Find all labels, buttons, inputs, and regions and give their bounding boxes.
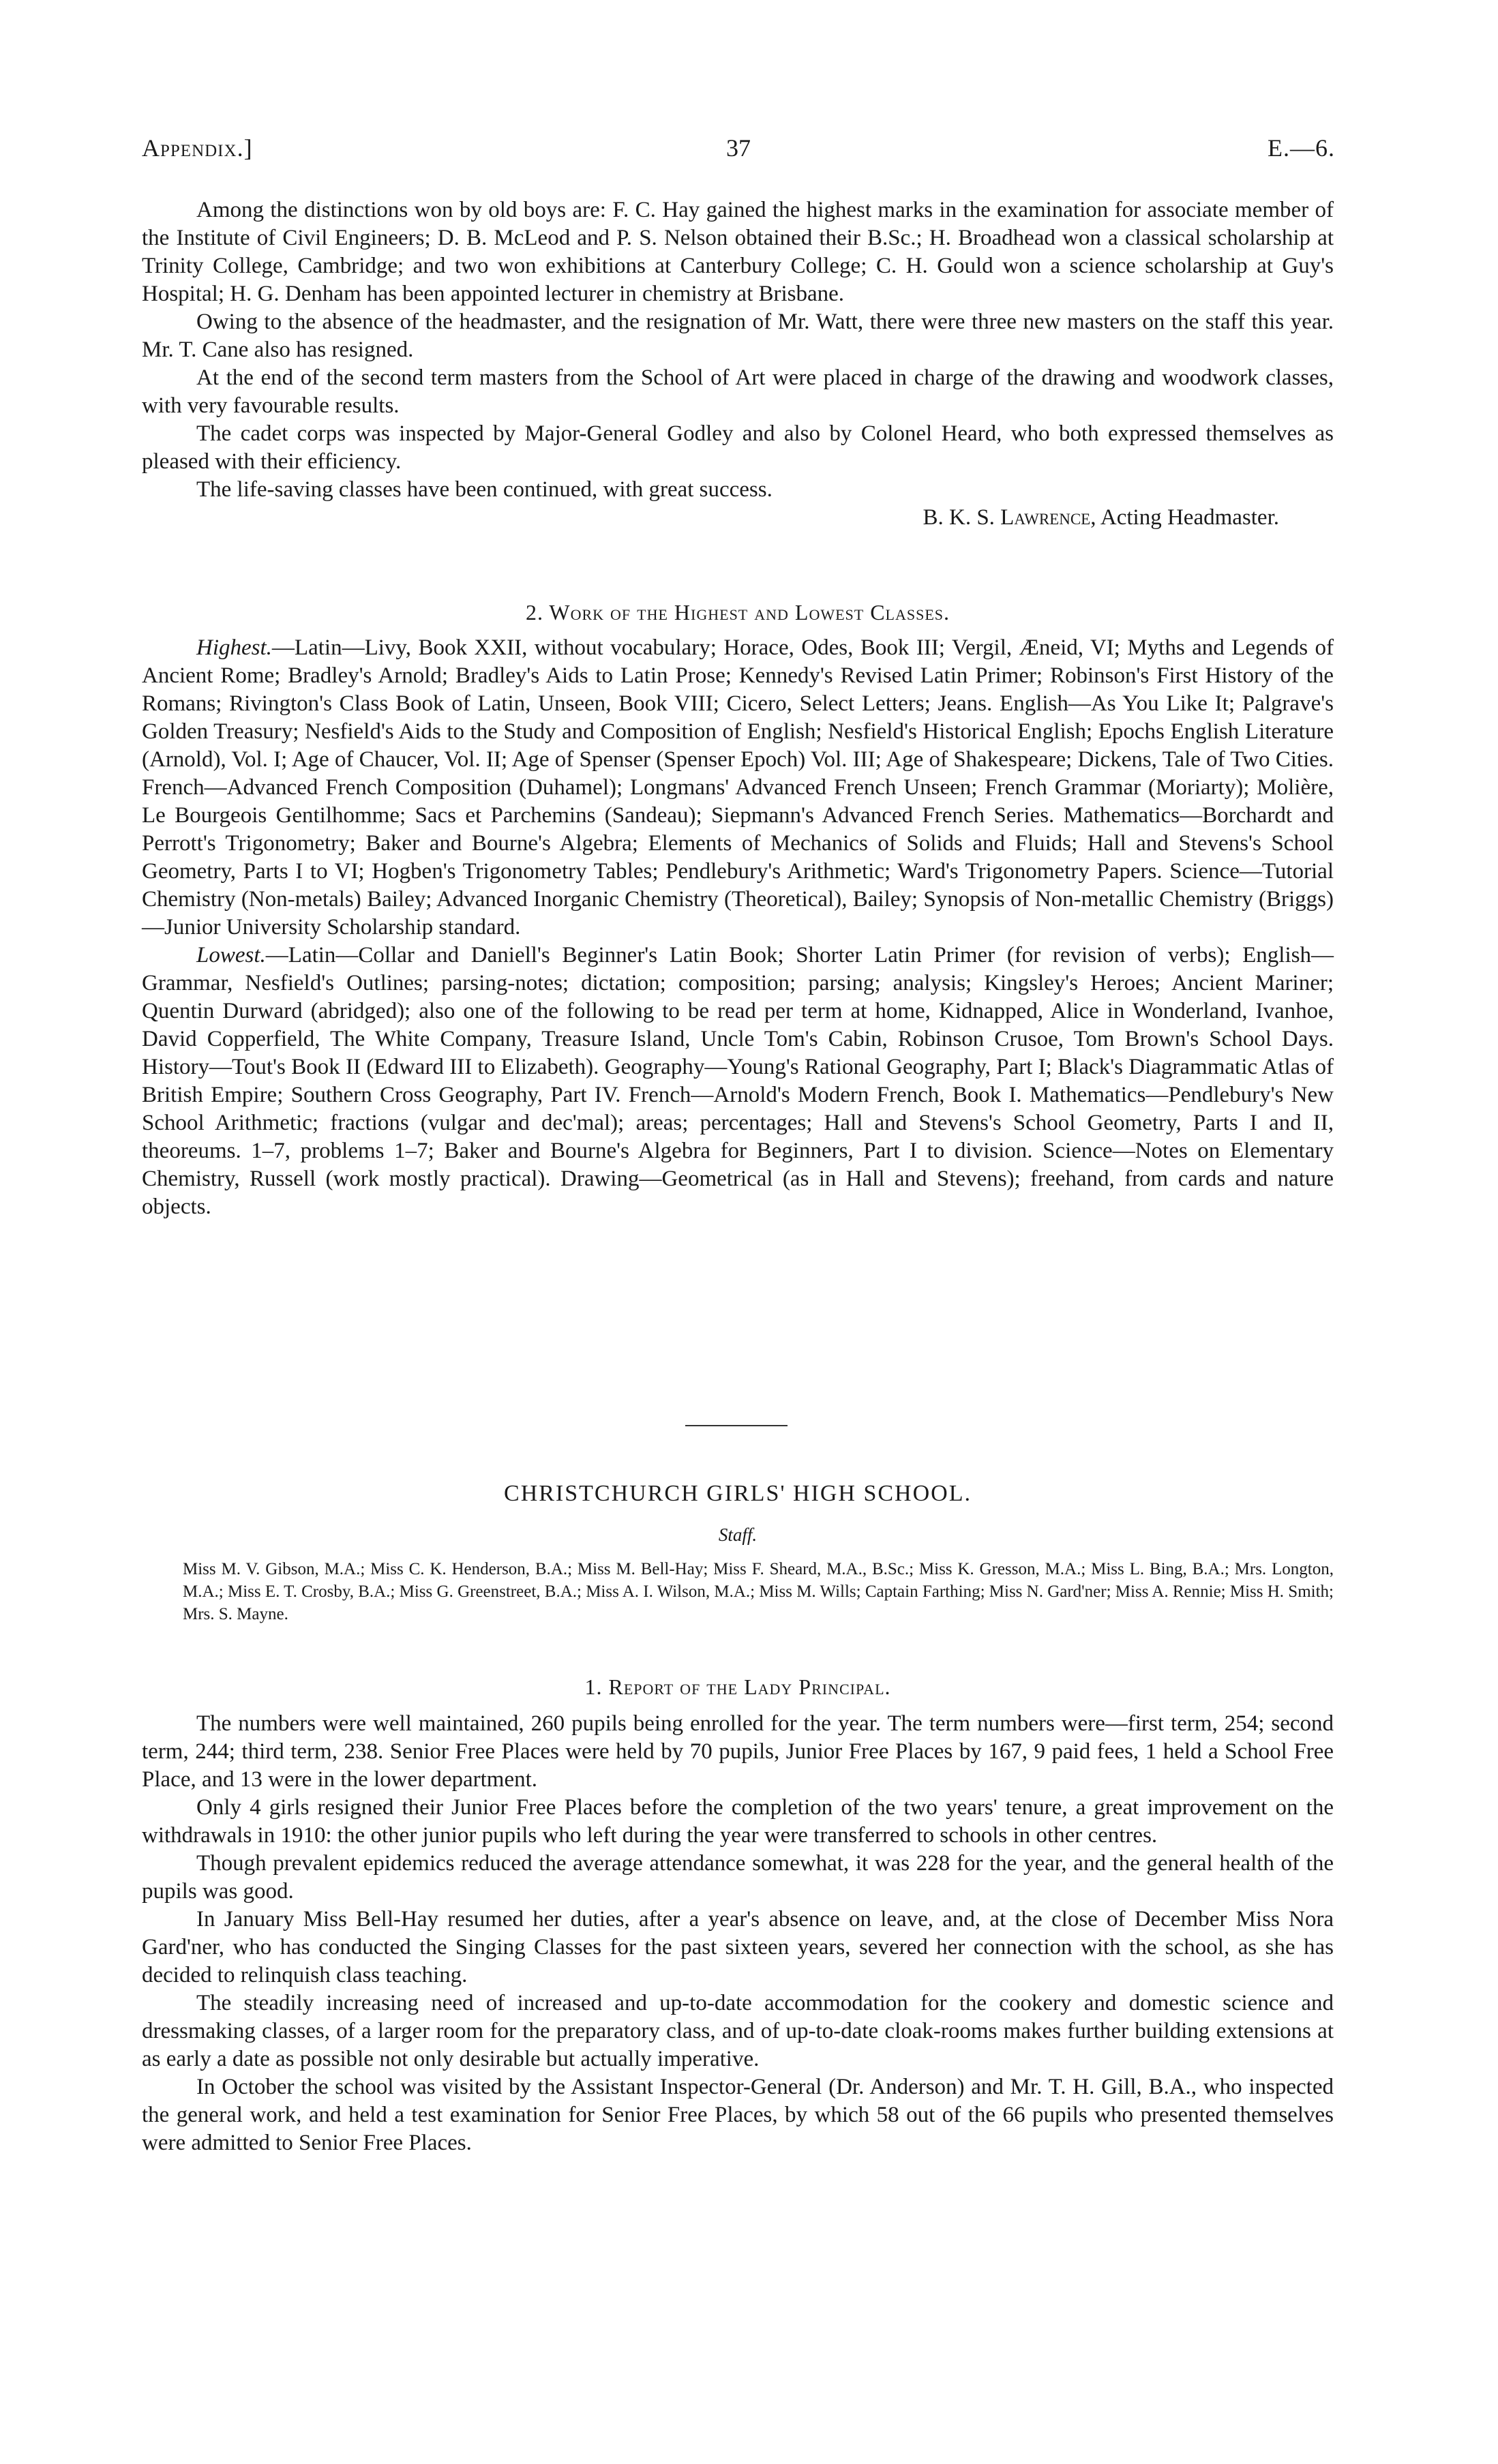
paragraph-staff-changes: Owing to the absence of the headmaster, and the resignation of Mr. Watt, there were three new masters on the staff this year. Mr. T. Cane also has resigned. (142, 310, 1334, 362)
lowest-label: Lowest. (196, 943, 266, 967)
highest-label: Highest. (196, 635, 272, 660)
highest-text: —Latin—Livy, Book XXII, without vocabulary; Horace, Odes, Book III; Vergil, Æneid, VI; Myths and Legends of Ancient Rome; Bradley's Arnold; Bradley's Aids to Latin Prose; Kennedy's Revised Latin Primer; Robinson's First History of the Romans; Rivington's Class Book of Latin, Unseen, Book VIII; Cicero, Select Letters; Jeans. English—As You Like It; Palgrave's Golden Treasury; Nesfield's Aids to the Study and Composition of English; Nesfield's Historical English; Epochs English Literature (Arnold), Vol. I; Age of Chaucer, Vol. II; Age of Spenser (Spenser Epoch) Vol. III; Age of Shakespeare; Dickens, Tale of Two Cities. French—Advanced French Composition (Duhamel); Longmans' Advanced French Unseen; French Grammar (Moriarty); Molière, Le Bourgeois Gentilhomme; Sacs et Parchemins (Sandeau); Siepmann's Advanced French Series. Mathematics—Borchardt and Perrott's Trigonometry; Baker and Bourne's Algebra; Elements of Mechanics of Solids and Fluids; Hall and Stevens's School Geometry, Parts I to VI; Hogben's Trigonometry Tables; Pendlebury's Arithmetic; Ward's Trigonometry Papers. Science—Tutorial Chemistry (Non-metals) Bailey; Advanced Inorganic Chemistry (Theoretical), Bailey; Synopsis of Non-metallic Chemistry (Briggs)—Junior University Scholarship standard. (142, 635, 1334, 940)
lowest-classes-paragraph (142, 942, 1334, 1221)
staff-heading: Staff. (718, 1524, 758, 1545)
work-of-classes (142, 634, 1334, 1221)
paragraph-accommodation: The steadily increasing need of increased and up-to-date accommodation for the cookery and domestic science and dressmaking classes, of a larger room for the preparatory class, and of up-to-date cloak-rooms makes further building extensions at as early a date as possible not only desirable but actually imperative. (142, 1991, 1334, 2071)
highest-classes-paragraph (142, 634, 1334, 942)
signature (142, 504, 1279, 532)
section-divider (685, 1425, 788, 1426)
lowest-text: —Latin—Collar and Daniell's Beginner's Latin Book; Shorter Latin Primer (for revision of verbs); English—Grammar, Nesfield's Outlines; parsing-notes; dictation; composition; parsing; analysis; Kingsley's Heroes; Ancient Mariner; Quentin Durward (abridged); also one of the following to be read per term at home, Kidnapped, Alice in Wonderland, Ivanhoe, David Copperfield, The White Company, Treasure Island, Uncle Tom's Cabin, Robinson Crusoe, Tom Brown's School Days. History—Tout's Book II (Edward III to Elizabeth). Geography—Young's Rational Geography, Part I; Black's Diagrammatic Atlas of British Empire; Southern Cross Geography, Part IV. French—Arnold's Modern French, Book I. Mathematics—Pendlebury's New School Arithmetic; fractions (vulgar and dec'mal); areas; percentages; Hall and Stevens's School Geometry, Parts I and II, theoreums. 1–7, problems 1–7; Baker and Bourne's Algebra for Beginners, Part I to division. Science—Notes on Elementary Chemistry, Russell (work mostly practical). Drawing—Geometrical (as in Hall and Stevens); freehand, from cards and nature objects. (142, 943, 1334, 1219)
signature-name: B. K. S. Lawrence, (923, 505, 1096, 530)
header-document-code: E.—6. (1268, 134, 1335, 162)
paragraph-cadet-corps: The cadet corps was inspected by Major-General Godley and also by Colonel Heard, who both expressed themselves as pleased with their efficiency. (142, 421, 1334, 474)
paragraph-numbers: The numbers were well maintained, 260 pupils being enrolled for the year. The term numbers were—first term, 254; second term, 244; third term, 238. Senior Free Places were held by 70 pupils, Junior Free Places by 167, 9 paid fees, 1 held a School Free Place, and 13 were in the lower department. (142, 1711, 1334, 1792)
signature-title: Acting Headmaster. (1100, 505, 1279, 530)
boys-school-report-end (142, 196, 1334, 532)
section-heading-work: 2. Work of the Highest and Lowest Classes. (525, 600, 950, 625)
paragraph-attendance: Though prevalent epidemics reduced the average attendance somewhat, it was 228 for the year, and the general health of the pupils was good. (142, 1851, 1334, 1904)
paragraph-distinctions: Among the distinctions won by old boys are: F. C. Hay gained the highest marks in the examination for associate member of the Institute of Civil Engineers; D. B. McLeod and P. S. Nelson obtained their B.Sc.; H. Broadhead won a classical scholarship at Trinity College, Cambridge; and two won exhibitions at Canterbury College; C. H. Gould won a science scholarship at Guy's Hospital; H. G. Denham has been appointed lecturer in chemistry at Brisbane. (142, 198, 1334, 306)
report-heading: 1. Report of the Lady Principal. (584, 1674, 891, 1699)
page-header (142, 134, 1335, 175)
paragraph-art-classes: At the end of the second term masters from the School of Art were placed in charge of the drawing and woodwork classes, with very favourable results. (142, 365, 1334, 418)
header-appendix-label: Appendix.] (142, 134, 253, 162)
paragraph-inspection: In October the school was visited by the Assistant Inspector-General (Dr. Anderson) and Mr. T. H. Gill, B.A., who inspected the general work, and held a test examination for Senior Free Places, by which 58 out of the 66 pupils who presented themselves were admitted to Senior Free Places. (142, 2075, 1334, 2155)
paragraph-free-places: Only 4 girls resigned their Junior Free Places before the completion of the two years' tenure, a great improvement on the withdrawals in 1910: the other junior pupils who left during the year were transferred to schools in other centres. (142, 1795, 1334, 1848)
paragraph-life-saving: The life-saving classes have been continued, with great success. (196, 477, 773, 502)
staff-list: Miss M. V. Gibson, M.A.; Miss C. K. Henderson, B.A.; Miss M. Bell-Hay; Miss F. Sheard, M.A., B.Sc.; Miss K. Gresson, M.A.; Miss L. Bing, B.A.; Mrs. Longton, M.A.; Miss E. T. Crosby, B.A.; Miss G. Greenstreet, B.A.; Miss A. I. Wilson, M.A.; Miss M. Wills; Captain Farthing; Miss N. Gard'ner; Miss A. Rennie; Miss H. Smith; Mrs. S. Mayne. (183, 1560, 1334, 1623)
school-title: CHRISTCHURCH GIRLS' HIGH SCHOOL. (504, 1481, 972, 1506)
paragraph-staff: In January Miss Bell-Hay resumed her duties, after a year's absence on leave, and, at the close of December Miss Nora Gard'ner, who has conducted the Singing Classes for the past sixteen years, severed her connection with the school, as she has decided to relinquish class teaching. (142, 1907, 1334, 1987)
lady-principal-report (142, 1710, 1334, 2157)
page-number: 37 (726, 134, 751, 162)
